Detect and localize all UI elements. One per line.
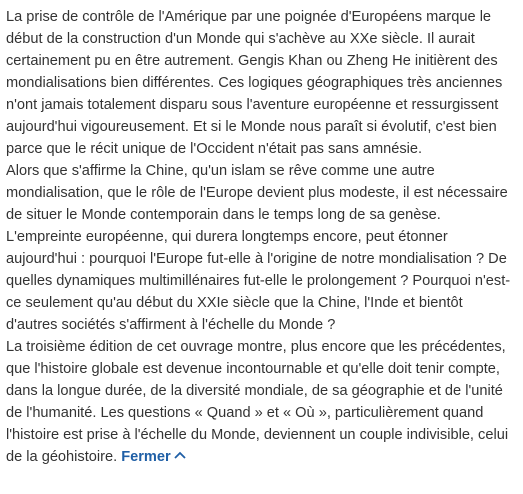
close-description-label: Fermer — [121, 449, 171, 465]
book-description — [6, 6, 518, 468]
description-paragraph-4 — [6, 336, 518, 468]
description-paragraph-4-text: La troisième édition de cet ouvrage montre, plus encore que les précédentes, que l'histoire globale est devenue incontournable et qu'elle doit tenir compte, dans la longue durée, de la diversité mondiale, de sa géographie et de l'unité de l'humanité. Les questions « Quand » et « Où », particulièrement quand l'histoire est prise à l'échelle du Monde, deviennent un couple indivisible, celui de la géohistoire. — [6, 339, 509, 465]
description-paragraph-1: La prise de contrôle de l'Amérique par une poignée d'Européens marque le début de la construction d'un Monde qui s'achève au XXe siècle. Il aurait certainement pu en être autrement. Gengis Khan ou Zheng He initièrent des mondialisations bien différentes. Ces logiques géographiques très anciennes n'ont jamais totalement disparu sous l'aventure européenne et ressurgissent aujourd'hui vigoureusement. Et si le Monde nous paraît si évolutif, c'est bien parce que le récit unique de l'Occident n'était pas sans amnésie. — [6, 9, 503, 157]
description-paragraph-3: L'empreinte européenne, qui durera longtemps encore, peut étonner aujourd'hui : pourquoi l'Europe fut-elle à l'origine de notre mondialisation ? De quelles dynamiques multimillénaires fut-elle le prolongement ? Pourquoi n'est-ce seulement qu'au début du XXIe siècle que la Chine, l'Inde et bientôt d'autres sociétés s'affirment à l'échelle du Monde ? — [6, 229, 511, 333]
description-paragraph-2: Alors que s'affirme la Chine, qu'un islam se rêve comme une autre mondialisation, que le rôle de l'Europe devient plus modeste, il est nécessaire de situer le Monde contemporain dans le temps long de sa genèse. — [6, 163, 508, 223]
chevron-up-icon — [174, 451, 186, 459]
close-description-link[interactable] — [121, 449, 185, 465]
